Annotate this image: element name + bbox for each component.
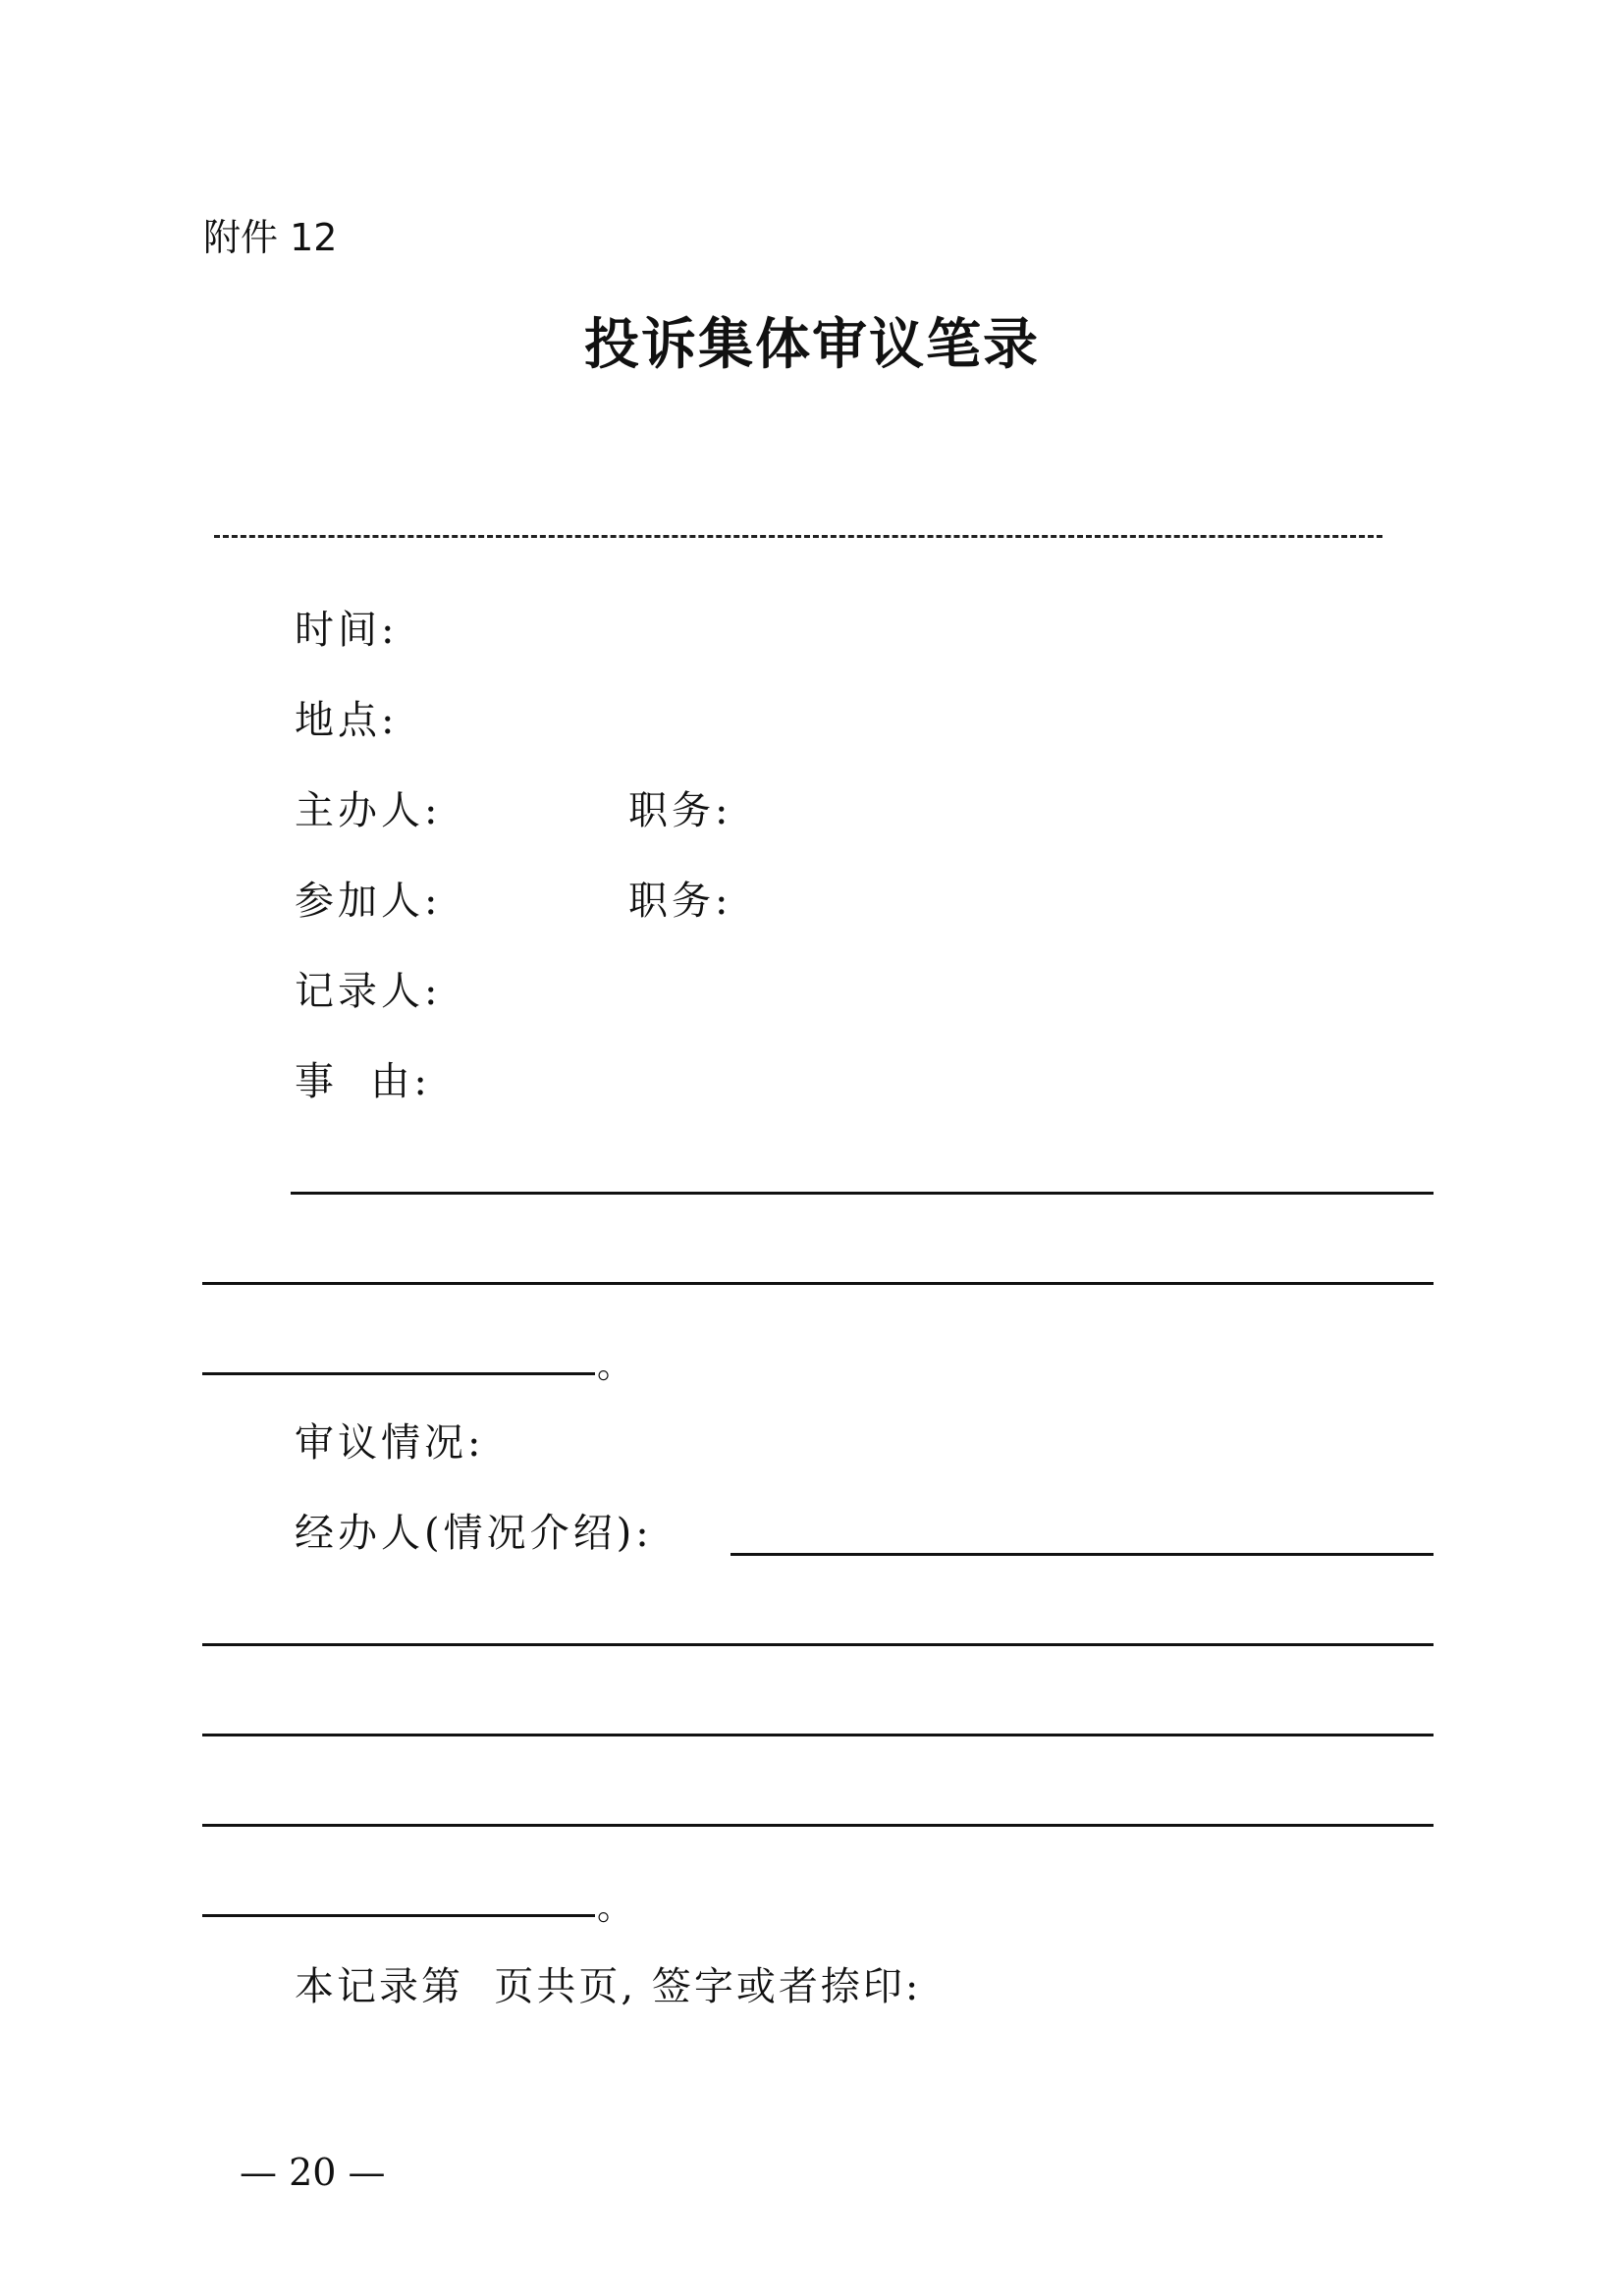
review-period: 。 <box>597 1888 633 1928</box>
host-position-label: 职务: <box>628 788 732 833</box>
time-label: 时间: <box>295 608 399 653</box>
participants-position-label: 职务: <box>628 879 732 924</box>
subject-period: 。 <box>597 1346 633 1386</box>
page-number: — 20 — <box>240 2151 386 2194</box>
review-heading: 审议情况: <box>295 1420 485 1466</box>
signature-statement: 本记录第 页共页, 签字或者捺印: <box>295 1964 922 2009</box>
review-line-1 <box>202 1643 1434 1646</box>
handler-intro-label: 经办人(情况介绍): <box>295 1511 653 1556</box>
dashed-separator <box>214 535 1382 538</box>
review-line-2 <box>202 1734 1434 1736</box>
host-label: 主办人: <box>295 788 442 833</box>
handler-intro-line <box>731 1553 1434 1556</box>
document-title: 投诉集体审议笔录 <box>584 312 1040 377</box>
review-line-3 <box>202 1824 1434 1827</box>
subject-line-3 <box>202 1372 595 1375</box>
subject-line-2 <box>202 1282 1434 1285</box>
review-line-4 <box>202 1914 595 1917</box>
recorder-label: 记录人: <box>295 969 442 1014</box>
place-label: 地点: <box>295 698 399 743</box>
attachment-label: 附件 12 <box>203 216 338 259</box>
subject-label: 事 由: <box>295 1059 431 1104</box>
subject-line-1 <box>291 1192 1434 1195</box>
participants-label: 参加人: <box>295 879 442 924</box>
